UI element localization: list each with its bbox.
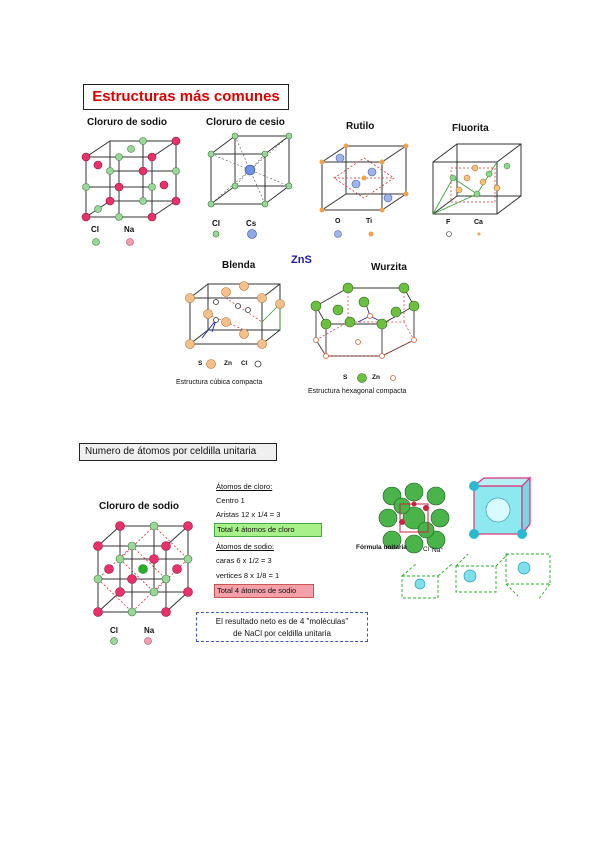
cscl-legend-icons xyxy=(212,230,272,240)
nacl-legend-cl: Cl xyxy=(91,225,99,234)
fluorita-legend-icons xyxy=(445,230,495,240)
cl-centro: Centro 1 xyxy=(216,496,245,505)
na-vertices: vertices 8 x 1/8 = 1 xyxy=(216,571,280,580)
result-line-2: de NaCl por celdilla unitaria xyxy=(233,629,331,638)
ion-na-label: Na⁺ xyxy=(432,547,444,554)
label-fluorita: Fluorita xyxy=(452,123,489,134)
cscl-legend-cl: Cl xyxy=(212,219,220,228)
cell-legend-cl: Cl xyxy=(110,626,118,635)
na-total: Total 4 átomos de sodio xyxy=(214,584,314,598)
na-atoms-header: Átomos de sodio: xyxy=(216,542,274,551)
blenda-legend-cl: Cl xyxy=(241,360,248,367)
section-title-structures: Estructuras más comunes xyxy=(83,84,289,110)
cell-legend-na: Na xyxy=(144,626,155,635)
wurzita-caption: Estructura hexagonal compacta xyxy=(308,388,407,395)
result-line-1: El resultado neto es de 4 "moléculas" xyxy=(215,617,349,626)
blenda-legend-icons xyxy=(198,359,278,371)
label-nacl: Cloruro de sodio xyxy=(87,117,167,128)
formula-unit-label: Fórmula unitaria xyxy=(356,544,407,551)
label-rutilo: Rutilo xyxy=(346,121,375,132)
blenda-legend-s: S xyxy=(198,360,203,367)
cell-legend-icons xyxy=(110,637,160,647)
section-title-atoms-per-cell: Numero de átomos por celdilla unitaria xyxy=(79,443,277,461)
rutilo-legend-ti: Ti xyxy=(366,218,373,225)
cscl-lattice-diagram xyxy=(205,130,295,210)
blenda-legend-zn: Zn xyxy=(224,360,232,367)
blenda-lattice-diagram xyxy=(182,278,288,352)
label-cscl: Cloruro de cesio xyxy=(206,117,285,128)
label-nacl-cell: Cloruro de sodio xyxy=(99,501,179,512)
wurzita-legend-s: S xyxy=(343,374,348,381)
label-zns: ZnS xyxy=(291,254,312,266)
nacl-legend-icons xyxy=(92,238,152,248)
ion-cl-label: Cl xyxy=(423,546,430,553)
green-frame-diagram xyxy=(398,546,554,604)
blenda-caption: Estructura cúbica compacta xyxy=(176,379,263,386)
label-blenda: Blenda xyxy=(222,260,256,271)
fluorita-lattice-diagram xyxy=(427,138,527,220)
nacl-cell-diagram xyxy=(92,518,196,620)
cscl-legend-cs: Cs xyxy=(246,219,257,228)
rutilo-lattice-diagram xyxy=(316,140,412,216)
fluorita-legend-f: F xyxy=(446,219,451,226)
nacl-legend-na: Na xyxy=(124,225,135,234)
fluorita-legend-ca: Ca xyxy=(474,219,483,226)
rutilo-legend-o: O xyxy=(335,218,341,225)
result-note xyxy=(196,612,368,642)
cl-total: Total 4 átomos de cloro xyxy=(214,523,322,537)
cl-aristas: Aristas 12 x 1/4 = 3 xyxy=(216,510,281,519)
cut-cube-model xyxy=(470,476,532,538)
label-wurzita: Wurzita xyxy=(371,262,407,273)
wurzita-lattice-diagram xyxy=(308,276,422,360)
nacl-lattice-diagram xyxy=(80,135,190,225)
wurzita-legend-icons xyxy=(350,373,410,385)
cl-atoms-header: Átomos de cloro: xyxy=(216,482,273,491)
na-caras: caras 6 x 1/2 = 3 xyxy=(216,556,272,565)
wurzita-legend-zn: Zn xyxy=(372,374,380,381)
rutilo-legend-icons xyxy=(334,230,384,240)
